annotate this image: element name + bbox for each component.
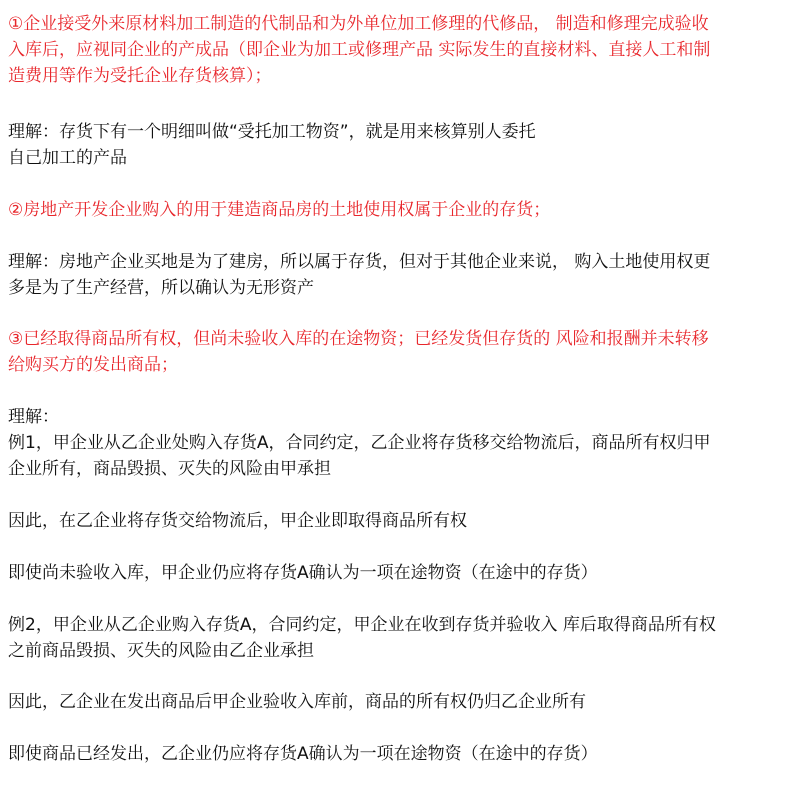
- example-1-line-1: 例1，甲企业从乙企业处购入存货A，合同约定，乙企业将存货移交给物流后，商品所有权归甲: [8, 433, 711, 453]
- example-2-line-1: 例2，甲企业从乙企业购入存货A，合同约定，甲企业在收到存货并验收入 库后取得商品所有权: [8, 615, 716, 635]
- explanation-2-line-2: 多是为了生产经营，所以确认为无形资产: [8, 278, 314, 298]
- example-2-conclusion: 因此，乙企业在发出商品后甲企业验收入库前，商品的所有权仍归乙企业所有: [8, 692, 586, 712]
- explanation-1-line-2: 自己加工的产品: [8, 148, 127, 168]
- clause-3-line-1: ③已经取得商品所有权，但尚未验收入库的在途物资；已经发货但存货的 风险和报酬并未转移: [8, 329, 709, 349]
- example-1-line-2: 企业所有，商品毁损、灭失的风险由甲承担: [8, 459, 331, 479]
- example-1-result: 即使尚未验收入库，甲企业仍应将存货A确认为一项在途物资（在途中的存货）: [8, 563, 598, 583]
- clause-3-line-2: 给购买方的发出商品；: [8, 355, 178, 375]
- clause-1-line-1: ①企业接受外来原材料加工制造的代制品和为外单位加工修理的代修品， 制造和修理完成验收: [8, 14, 709, 34]
- explanation-2-line-1: 理解：房地产企业买地是为了建房，所以属于存货，但对于其他企业来说， 购入土地使用权更: [8, 252, 711, 272]
- clause-1-line-3: 造费用等作为受托企业存货核算）；: [8, 66, 272, 86]
- clause-1-line-2: 入库后，应视同企业的产成品（即企业为加工或修理产品 实际发生的直接材料、直接人工和制: [8, 40, 711, 60]
- example-2-line-2: 之前商品毁损、灭失的风险由乙企业承担: [8, 641, 314, 661]
- explanation-1-line-1: 理解：存货下有一个明细叫做“受托加工物资”，就是用来核算别人委托: [8, 122, 536, 142]
- clause-2-line-1: ②房地产开发企业购入的用于建造商品房的土地使用权属于企业的存货；: [8, 200, 551, 220]
- example-1-conclusion: 因此，在乙企业将存货交给物流后，甲企业即取得商品所有权: [8, 511, 467, 531]
- example-2-result: 即使商品已经发出，乙企业仍应将存货A确认为一项在途物资（在途中的存货）: [8, 744, 598, 764]
- explanation-3-heading: 理解：: [8, 407, 59, 427]
